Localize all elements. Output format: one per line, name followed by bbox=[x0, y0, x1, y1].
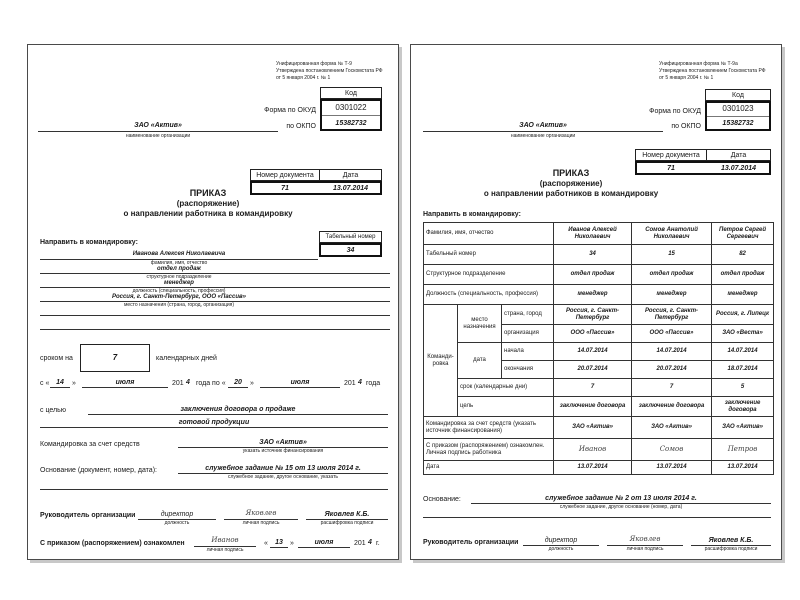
doc-number-label: Номер документа bbox=[642, 152, 700, 159]
emp1-end: 20.07.2014 bbox=[554, 361, 632, 379]
basis-value: служебное задание № 2 от 13 июля 2014 г. bbox=[545, 495, 697, 502]
funding-value: ЗАО «Актив» bbox=[259, 439, 307, 446]
order-title: ПРИКАЗ bbox=[189, 188, 227, 198]
emp2-purpose: заключение договора bbox=[632, 397, 712, 417]
emp3-tab: 82 bbox=[712, 245, 774, 265]
doc-date: 13.07.2014 bbox=[332, 185, 369, 192]
okpo-label: по ОКПО bbox=[671, 123, 701, 130]
doc-number: 71 bbox=[281, 185, 289, 192]
head-label: Руководитель организации bbox=[40, 512, 136, 519]
term-label: сроком на bbox=[40, 355, 73, 362]
emp2-tab: 15 bbox=[632, 245, 712, 265]
row-label-ack: С приказом (распоряжением) ознакомлен. Личная подпись работника bbox=[424, 439, 554, 461]
to-year-suffix: года bbox=[366, 380, 381, 387]
table-row bbox=[424, 245, 774, 265]
head-signature: Яковлев bbox=[245, 509, 277, 517]
head-signature-caption: личная подпись bbox=[242, 520, 280, 526]
row-label-term: срок (календарные дни) bbox=[458, 379, 554, 397]
from-day: 14 bbox=[56, 379, 64, 386]
emp3-purpose: заключение договора bbox=[712, 397, 774, 417]
basis-value: служебное задание № 15 от 13 июля 2014 г. bbox=[205, 465, 361, 472]
emp3-term: 5 bbox=[712, 379, 774, 397]
row-label-position: Должность (специальность, профессия) bbox=[424, 285, 554, 305]
term-value: 7 bbox=[112, 353, 118, 362]
emp2-ack-date: 13.07.2014 bbox=[632, 461, 712, 475]
head-signature-caption: личная подпись bbox=[626, 546, 664, 552]
direct-label: Направить в командировку: bbox=[40, 239, 138, 246]
emp1-position: менеджер bbox=[554, 285, 632, 305]
from-month-line bbox=[82, 387, 168, 388]
divider bbox=[707, 116, 769, 117]
emp2-dept: отдел продаж bbox=[632, 265, 712, 285]
emp3-name: Петров Сергей Сергеевич bbox=[712, 223, 774, 245]
doc-number-label: Номер документа bbox=[256, 172, 314, 179]
purpose-label: с целью bbox=[40, 407, 67, 414]
emp3-start: 14.07.2014 bbox=[712, 343, 774, 361]
basis-caption: служебное задание, другое основание (номер, дата) bbox=[559, 504, 683, 510]
tab-number-label: Табельный номер bbox=[325, 234, 376, 240]
date-label: Дата bbox=[342, 172, 359, 179]
emp1-funding: ЗАО «Актив» bbox=[554, 417, 632, 439]
ack-open: « bbox=[264, 540, 268, 547]
head-position-caption: должность bbox=[164, 520, 190, 526]
okpo-label: по ОКПО bbox=[286, 123, 316, 130]
form-t9a-page bbox=[410, 44, 782, 560]
funding-label: Командировка за счет средств bbox=[40, 441, 140, 448]
table-row bbox=[424, 343, 774, 361]
org-caption: наименование организации bbox=[125, 133, 191, 139]
purpose-line bbox=[88, 414, 388, 415]
emp2-position: менеджер bbox=[632, 285, 712, 305]
okpo-value: 15382732 bbox=[335, 120, 367, 127]
emp2-org: ООО «Пассив» bbox=[632, 325, 712, 343]
form-header-line: от 5 января 2004 г. № 1 bbox=[276, 75, 331, 81]
doc-number: 71 bbox=[667, 165, 675, 172]
okud-label: Форма по ОКУД bbox=[649, 108, 701, 115]
emp3-country: Россия, г. Липецк bbox=[712, 305, 774, 325]
emp1-term: 7 bbox=[554, 379, 632, 397]
row-label-country: страна, город bbox=[502, 305, 554, 325]
table-row bbox=[424, 379, 774, 397]
ack-day-line bbox=[270, 547, 288, 548]
emp3-funding: ЗАО «Актив» bbox=[712, 417, 774, 439]
emp2-term: 7 bbox=[632, 379, 712, 397]
to-month: июля bbox=[290, 379, 310, 386]
emp2-start: 14.07.2014 bbox=[632, 343, 712, 361]
term-unit: календарных дней bbox=[156, 355, 217, 362]
emp1-signature: Иванов bbox=[578, 444, 607, 453]
purpose-line bbox=[40, 427, 388, 428]
row-label-name: Фамилия, имя, отчество bbox=[424, 223, 554, 245]
blank-line bbox=[40, 315, 390, 316]
form-header-line: Унифицированная форма № Т-9а bbox=[659, 61, 738, 67]
order-subtitle: (распоряжение) bbox=[539, 179, 603, 188]
name-caption: фамилия, имя, отчество bbox=[150, 260, 208, 266]
form-header-line: Утверждена постановлением Госкомстата РФ bbox=[276, 68, 383, 74]
employees-table bbox=[423, 222, 774, 475]
emp1-dept: отдел продаж bbox=[554, 265, 632, 285]
emp2-signature: Сомов bbox=[659, 444, 684, 453]
head-name: Яковлев К.Б. bbox=[708, 537, 754, 544]
ack-signature-caption: личная подпись bbox=[206, 547, 244, 553]
purpose-line2: готовой продукции bbox=[178, 419, 250, 426]
ack-year-prefix: 201 bbox=[354, 540, 366, 547]
order-subject: о направлении работника в командировку bbox=[123, 209, 293, 218]
basis-label: Основание (документ, номер, дата): bbox=[40, 467, 157, 474]
head-position: директор bbox=[544, 537, 578, 544]
from-day-close: » bbox=[72, 380, 76, 387]
form-header-line: от 5 января 2004 г. № 1 bbox=[659, 75, 714, 81]
row-label-place: место назначения bbox=[458, 305, 502, 343]
emp2-name: Сомов Анатолий Николаевич bbox=[632, 223, 712, 245]
funding-caption: указать источник финансирования bbox=[242, 448, 324, 454]
to-year-prefix: 201 bbox=[344, 380, 356, 387]
to-day: 20 bbox=[234, 379, 242, 386]
tab-number: 34 bbox=[346, 247, 355, 254]
table-row bbox=[424, 223, 774, 245]
to-month-line bbox=[260, 387, 340, 388]
order-title: ПРИКАЗ bbox=[552, 168, 590, 178]
row-label-date: дата bbox=[458, 343, 502, 379]
emp3-position: менеджер bbox=[712, 285, 774, 305]
ack-signature: Иванов bbox=[211, 536, 239, 544]
row-label-purpose: цель bbox=[458, 397, 554, 417]
head-name-caption: расшифровка подписи bbox=[320, 520, 374, 526]
position-caption: должность (специальность, профессия) bbox=[132, 288, 226, 294]
from-year-digit: 4 bbox=[186, 379, 190, 386]
okud-label: Форма по ОКУД bbox=[264, 107, 316, 114]
ack-month-line bbox=[298, 547, 350, 548]
ack-label: С приказом (распоряжением) ознакомлен bbox=[40, 540, 185, 547]
basis-line bbox=[423, 517, 771, 518]
emp1-start: 14.07.2014 bbox=[554, 343, 632, 361]
head-signature: Яковлев bbox=[629, 535, 661, 543]
okpo-value: 15382732 bbox=[722, 120, 754, 127]
emp1-country: Россия, г. Санкт-Петербург bbox=[554, 305, 632, 325]
emp1-tab: 34 bbox=[554, 245, 632, 265]
table-row bbox=[424, 285, 774, 305]
emp2-funding: ЗАО «Актив» bbox=[632, 417, 712, 439]
ack-close: » bbox=[290, 540, 294, 547]
position: менеджер bbox=[164, 280, 194, 286]
code-label: Код bbox=[732, 92, 744, 99]
form-t9-page bbox=[27, 44, 399, 560]
purpose-line1: заключения договора о продаже bbox=[180, 406, 296, 413]
emp3-dept: отдел продаж bbox=[712, 265, 774, 285]
org-line bbox=[38, 131, 278, 132]
doc-date: 13.07.2014 bbox=[720, 165, 757, 172]
from-month: июля bbox=[115, 379, 135, 386]
form-header-line: Утверждена постановлением Госкомстата РФ bbox=[659, 68, 766, 74]
row-label-funding: Командировка за счет средств (указать источник финансирования) bbox=[424, 417, 554, 439]
table-row bbox=[424, 305, 774, 325]
department-line bbox=[40, 273, 390, 274]
row-label-start: начала bbox=[502, 343, 554, 361]
from-label: с « bbox=[40, 380, 50, 387]
destination-caption: место назначения (страна, город, организация) bbox=[123, 302, 235, 308]
table-row bbox=[424, 417, 774, 439]
to-day-line bbox=[228, 387, 248, 388]
emp2-end: 20.07.2014 bbox=[632, 361, 712, 379]
emp1-org: ООО «Пассив» bbox=[554, 325, 632, 343]
date-label: Дата bbox=[730, 152, 747, 159]
department: отдел продаж bbox=[157, 266, 201, 272]
row-label-end: окончания bbox=[502, 361, 554, 379]
table-row bbox=[424, 265, 774, 285]
to-year-digit: 4 bbox=[358, 379, 362, 386]
org-line bbox=[423, 131, 663, 132]
basis-line bbox=[40, 489, 388, 490]
table-row bbox=[424, 461, 774, 475]
row-label-trip: Команди-ровка bbox=[424, 305, 458, 417]
ack-year-digit: 4 bbox=[368, 539, 372, 546]
okud-value: 0301023 bbox=[722, 104, 754, 113]
row-label-dept: Структурное подразделение bbox=[424, 265, 554, 285]
from-day-line bbox=[50, 387, 70, 388]
head-name-caption: расшифровка подписи bbox=[704, 546, 758, 552]
basis-label: Основание: bbox=[423, 496, 461, 503]
row-label-org: организация bbox=[502, 325, 554, 343]
emp3-org: ЗАО «Веста» bbox=[712, 325, 774, 343]
row-label-ack-date: Дата bbox=[424, 461, 554, 475]
divider bbox=[322, 115, 380, 116]
table-row bbox=[424, 439, 774, 461]
okud-value: 0301022 bbox=[335, 103, 367, 112]
ack-day: 13 bbox=[275, 539, 283, 546]
emp2-country: Россия, г. Санкт-Петербург bbox=[632, 305, 712, 325]
to-day-close: » bbox=[250, 380, 254, 387]
row-label-tab: Табельный номер bbox=[424, 245, 554, 265]
table-row bbox=[424, 397, 774, 417]
direct-label: Направить в командировку: bbox=[423, 211, 521, 218]
from-year-suffix: года по « bbox=[196, 380, 226, 387]
department-caption: структурное подразделение bbox=[146, 274, 212, 280]
head-position-caption: должность bbox=[548, 546, 574, 552]
blank-line bbox=[40, 329, 390, 330]
emp1-purpose: заключение договора bbox=[554, 397, 632, 417]
ack-year-suffix: г. bbox=[376, 540, 380, 547]
head-label: Руководитель организации bbox=[423, 539, 519, 546]
emp1-ack-date: 13.07.2014 bbox=[554, 461, 632, 475]
employee-name: Иванова Алексея Николаевича bbox=[132, 251, 226, 257]
from-year-prefix: 201 bbox=[172, 380, 184, 387]
org-name: ЗАО «Актив» bbox=[519, 122, 567, 129]
head-name: Яковлев К.Б. bbox=[324, 511, 370, 518]
emp3-signature: Петров bbox=[727, 444, 758, 453]
form-header-line: Унифицированная форма № Т-9 bbox=[276, 61, 352, 67]
order-subtitle: (распоряжение) bbox=[176, 199, 240, 208]
emp3-ack-date: 13.07.2014 bbox=[712, 461, 774, 475]
code-label: Код bbox=[345, 90, 357, 97]
org-name: ЗАО «Актив» bbox=[134, 122, 182, 129]
order-subject: о направлении работников в командировку bbox=[483, 189, 659, 198]
basis-caption: служебное задание, другое основание, указать bbox=[227, 474, 338, 480]
emp1-name: Иванов Алексей Николаевич bbox=[554, 223, 632, 245]
destination: Россия, г. Санкт-Петербург, ООО «Пассив» bbox=[112, 294, 246, 300]
emp3-end: 18.07.2014 bbox=[712, 361, 774, 379]
org-caption: наименование организации bbox=[510, 133, 576, 139]
ack-month: июля bbox=[314, 539, 334, 546]
head-position: директор bbox=[160, 511, 194, 518]
